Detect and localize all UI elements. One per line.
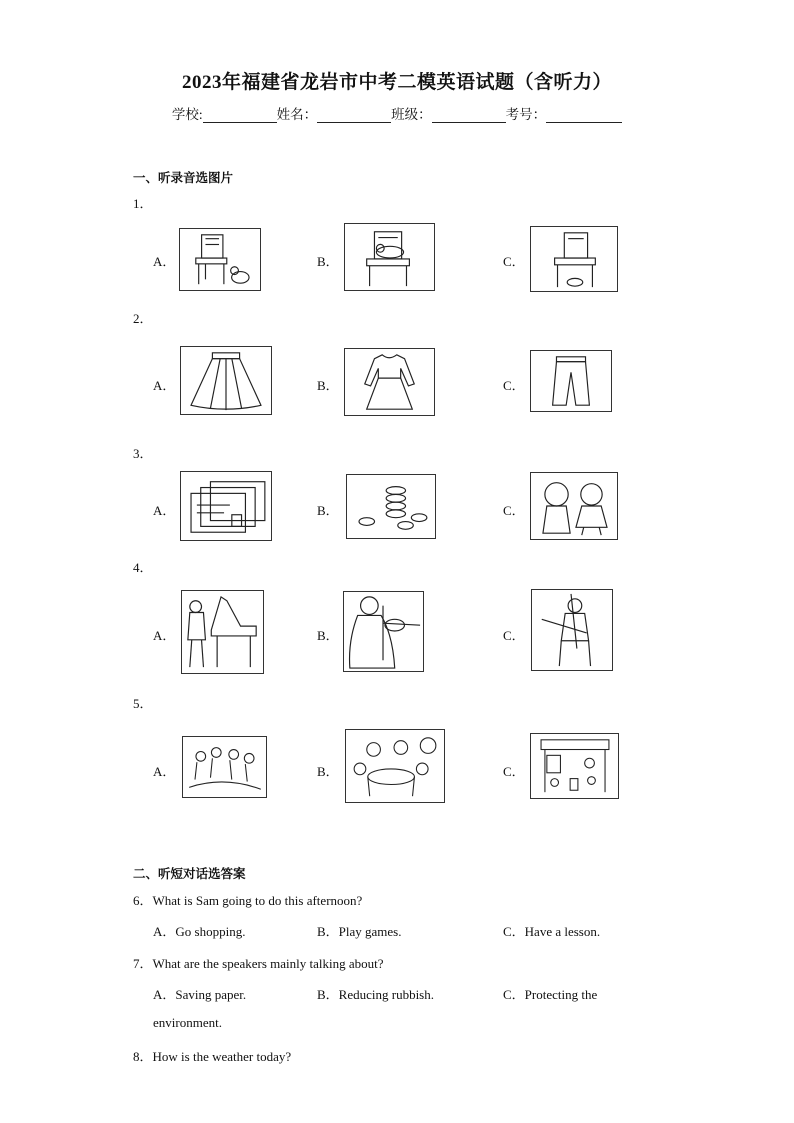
question-4-number: 4． bbox=[133, 560, 153, 575]
section-1-title: 一、听录音选图片 bbox=[133, 171, 234, 185]
q1-option-a-label[interactable]: A． bbox=[153, 254, 176, 269]
question-5-number: 5． bbox=[133, 696, 153, 711]
q3-option-b-label[interactable]: B． bbox=[317, 503, 339, 518]
q4-option-b-label[interactable]: B． bbox=[317, 628, 339, 643]
name-blank[interactable] bbox=[317, 108, 391, 123]
q2-option-c-label[interactable]: C． bbox=[503, 378, 525, 393]
trousers-icon[interactable] bbox=[530, 350, 612, 412]
section-2-title: 二、听短对话选答案 bbox=[133, 867, 246, 881]
q1-option-b-label[interactable]: B． bbox=[317, 254, 339, 269]
q6-option-c[interactable]: C．Have a lesson. bbox=[503, 924, 601, 939]
q2-option-b-label[interactable]: B． bbox=[317, 378, 339, 393]
class-label: 班级： bbox=[391, 107, 432, 122]
question-8 bbox=[133, 1046, 291, 1065]
dolls-icon[interactable] bbox=[530, 472, 618, 540]
q4-option-a-label[interactable]: A． bbox=[153, 628, 176, 643]
question-1-number: 1． bbox=[133, 196, 153, 211]
piano-player-icon[interactable] bbox=[181, 590, 264, 674]
q3-option-c-label[interactable]: C． bbox=[503, 503, 525, 518]
q2-option-a-label[interactable]: A． bbox=[153, 378, 176, 393]
exam-no-blank[interactable] bbox=[546, 108, 622, 123]
q6-option-b[interactable]: B．Play games. bbox=[317, 924, 402, 939]
q6-option-a[interactable]: A．Go shopping. bbox=[153, 924, 246, 939]
q5-option-b-label[interactable]: B． bbox=[317, 764, 339, 779]
children-playing-icon[interactable] bbox=[182, 736, 267, 798]
question-6-number: 6． bbox=[133, 893, 153, 908]
q3-option-a-label[interactable]: A． bbox=[153, 503, 176, 518]
chair-cat-beside-icon[interactable] bbox=[179, 228, 261, 291]
q5-option-c-label[interactable]: C． bbox=[503, 764, 525, 779]
question-8-number: 8． bbox=[133, 1049, 153, 1064]
question-6-text: What is Sam going to do this afternoon? bbox=[152, 893, 363, 908]
page-title: 2023年福建省龙岩市中考二模英语试题（含听力） bbox=[181, 72, 612, 93]
violin-player-icon[interactable] bbox=[343, 591, 424, 672]
question-6 bbox=[133, 890, 362, 909]
street-stall-icon[interactable] bbox=[530, 733, 619, 799]
erhu-player-icon[interactable] bbox=[531, 589, 613, 671]
q4-option-c-label[interactable]: C． bbox=[503, 628, 525, 643]
question-8-text: How is the weather today? bbox=[152, 1049, 292, 1064]
question-7-number: 7． bbox=[133, 956, 153, 971]
student-info-line bbox=[0, 103, 794, 123]
class-blank[interactable] bbox=[432, 108, 506, 123]
q1-option-c-label[interactable]: C． bbox=[503, 254, 525, 269]
cards-icon[interactable] bbox=[180, 471, 272, 541]
q7-option-a[interactable]: A．Saving paper. bbox=[153, 987, 247, 1002]
question-7 bbox=[133, 953, 384, 972]
school-label: 学校: bbox=[171, 107, 203, 122]
skirt-icon[interactable] bbox=[180, 346, 272, 415]
question-2-number: 2． bbox=[133, 311, 153, 326]
exam-no-label: 考号： bbox=[505, 107, 547, 122]
school-blank[interactable] bbox=[203, 108, 277, 123]
name-label: 姓名： bbox=[276, 107, 318, 122]
q7-option-c-continued: environment. bbox=[153, 1015, 222, 1030]
q5-option-a-label[interactable]: A． bbox=[153, 764, 176, 779]
chair-cat-under-icon[interactable] bbox=[530, 226, 618, 292]
question-7-text: What are the speakers mainly talking about? bbox=[152, 956, 384, 971]
dress-icon[interactable] bbox=[344, 348, 435, 416]
coins-icon[interactable] bbox=[346, 474, 436, 539]
q7-option-c[interactable]: C．Protecting the bbox=[503, 987, 598, 1002]
question-3-number: 3． bbox=[133, 446, 153, 461]
q7-option-b[interactable]: B．Reducing rubbish. bbox=[317, 987, 434, 1002]
family-dinner-icon[interactable] bbox=[345, 729, 445, 803]
chair-cat-on-icon[interactable] bbox=[344, 223, 435, 291]
